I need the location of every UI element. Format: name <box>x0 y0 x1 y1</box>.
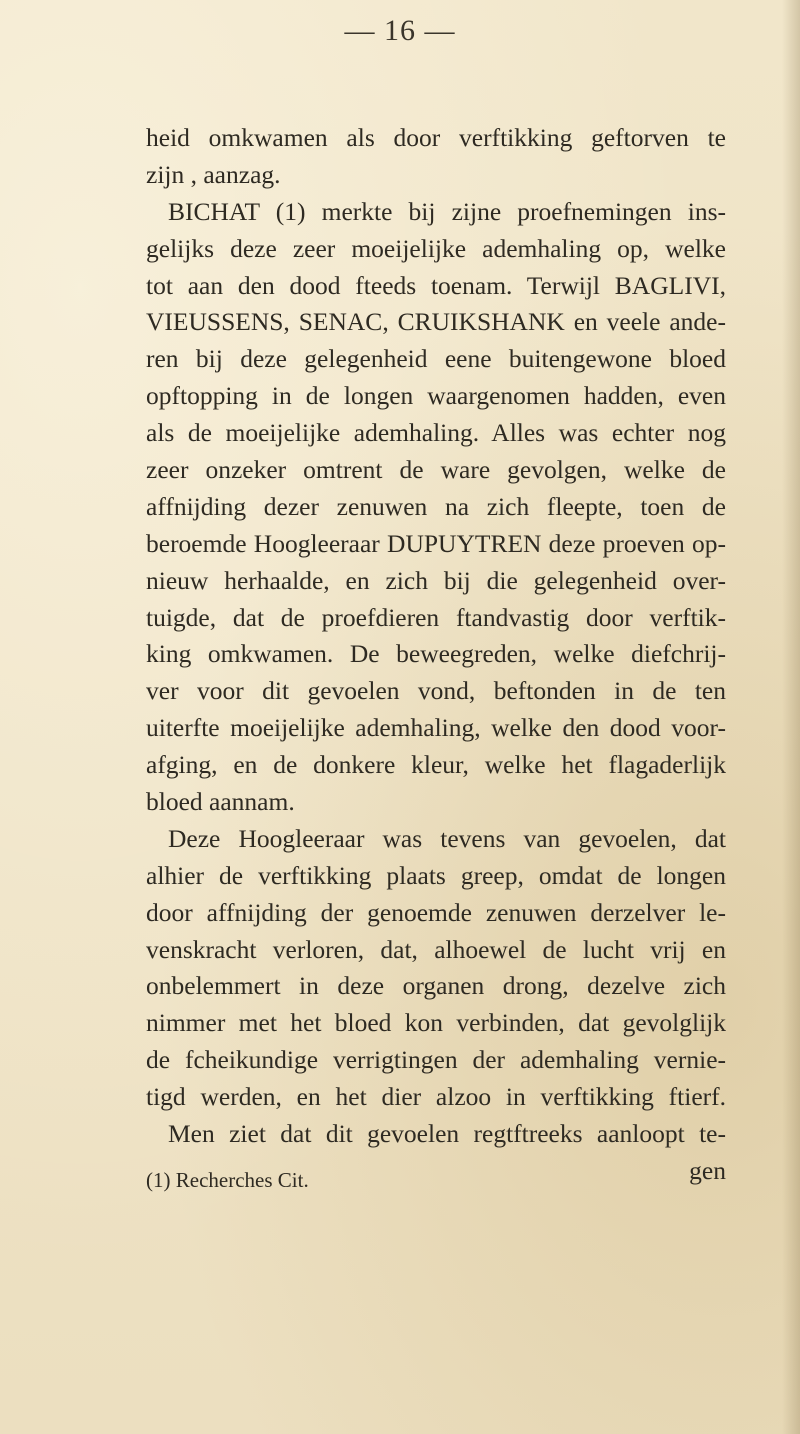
text-line: affnijding dezer zenuwen na zich fleepte, toen de <box>146 491 726 521</box>
text-line: ver voor dit gevoelen vond, beftonden in de ten <box>146 676 726 706</box>
text-line: Deze Hoogleeraar was tevens van gevoelen, dat <box>168 823 726 853</box>
text-line: VIEUSSENS, SENAC, CRUIKSHANK en veele ande- <box>146 307 726 337</box>
page-edge-shadow <box>782 0 800 1434</box>
text-line: bloed aannam. <box>146 787 295 817</box>
text-line: afging, en de donkere kleur, welke het flagaderlijk <box>146 750 726 780</box>
footnote: (1) Recherches Cit. <box>146 1168 309 1192</box>
catchword: gen <box>689 1155 726 1185</box>
text-line: zijn , aanzag. <box>146 159 281 189</box>
page-number: — 16 — <box>344 14 456 47</box>
text-line: door affnijding der genoemde zenuwen derzelver le- <box>146 897 726 927</box>
text-line: tuigde, dat de proefdieren ftandvastig door verftik- <box>146 602 726 632</box>
text-line: ren bij deze gelegenheid eene buitengewone bloed <box>146 344 726 374</box>
text-line: king omkwamen. De beweegreden, welke diefchrij- <box>146 639 726 669</box>
text-line: tot aan den dood fteeds toenam. Terwijl BAGLIVI, <box>146 270 726 300</box>
text-line: uiterfte moeijelijke ademhaling, welke den dood voor- <box>146 713 726 743</box>
text-line: als de moeijelijke ademhaling. Alles was echter nog <box>146 418 726 448</box>
text-line: opftopping in de longen waargenomen hadden, even <box>146 381 726 411</box>
body-text <box>146 120 726 1190</box>
text-line: beroemde Hoogleeraar DUPUYTREN deze proeven op- <box>146 528 726 558</box>
text-line: venskracht verloren, dat, alhoewel de lucht vrij en <box>146 934 726 964</box>
text-line: Men ziet dat dit gevoelen regtftreeks aanloopt te- <box>168 1119 726 1149</box>
text-line: tigd werden, en het dier alzoo in verftikking ftierf. <box>146 1082 726 1112</box>
text-line: onbelemmert in deze organen drong, dezelve zich <box>146 971 726 1001</box>
text-line: alhier de verftikking plaats greep, omdat de longen <box>146 860 726 890</box>
text-line: gelijks deze zeer moeijelijke ademhaling op, welke <box>146 233 726 263</box>
text-line: nimmer met het bloed kon verbinden, dat gevolglijk <box>146 1008 726 1038</box>
text-line: nieuw herhaalde, en zich bij die gelegenheid over- <box>146 565 726 595</box>
text-line: zeer onzeker omtrent de ware gevolgen, welke de <box>146 455 726 485</box>
text-line: de fcheikundige verrigtingen der ademhaling vernie- <box>146 1045 726 1075</box>
text-line: BICHAT (1) merkte bij zijne proefnemingen ins- <box>168 196 726 226</box>
text-line: heid omkwamen als door verftikking geftorven te <box>146 123 726 152</box>
